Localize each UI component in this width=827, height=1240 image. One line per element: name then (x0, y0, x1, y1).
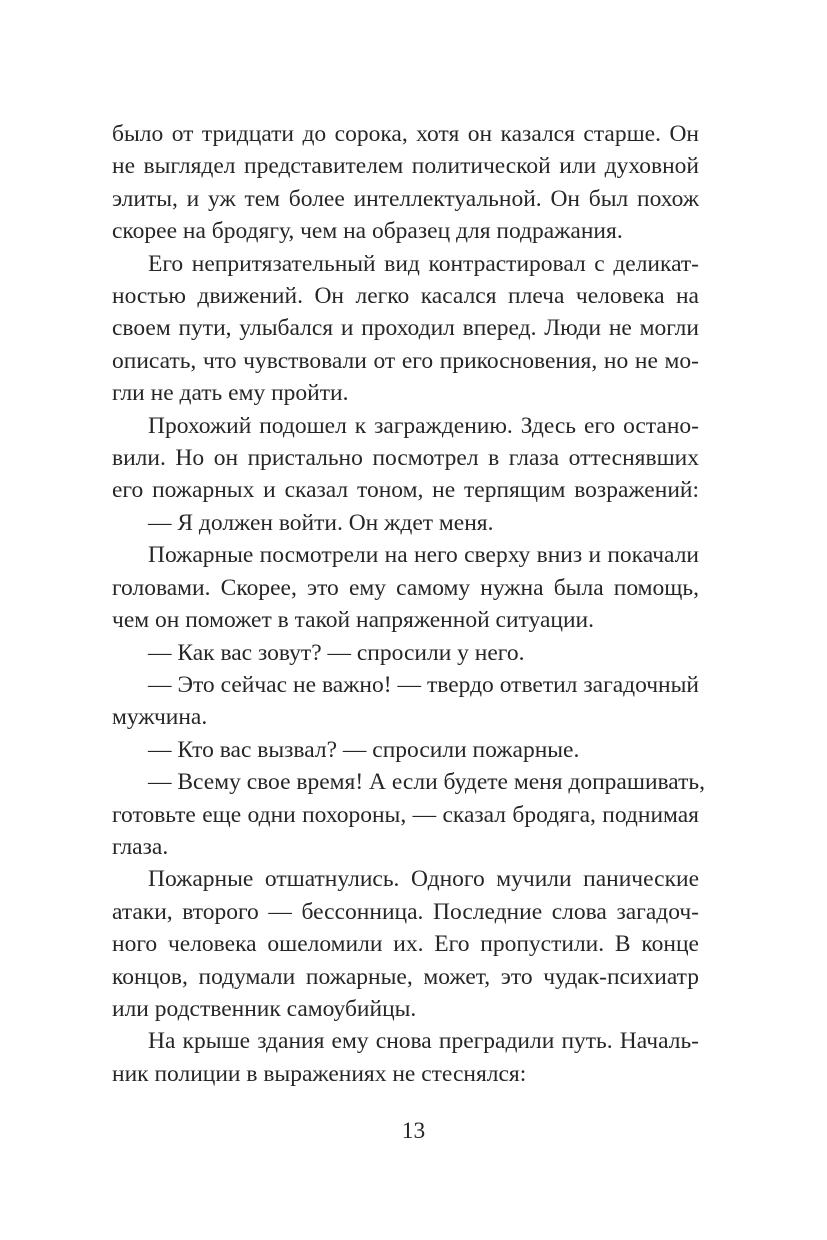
text-line: не выглядел представителем политической или духовной (112, 153, 699, 180)
text-line: ного человека ошеломили их. Его пропустили. В конце (112, 931, 699, 958)
page-body (112, 118, 705, 1090)
text-line: готовьте еще одни похороны, — сказал бродяга, поднимая (112, 801, 699, 828)
text-line: — Всему свое время! А если будете меня допрашивать, (148, 769, 705, 796)
text-line: — Кто вас вызвал? — спросили пожарные. (148, 736, 580, 763)
text-line: вили. Но он пристально посмотрел в глаза оттеснявших (112, 445, 699, 472)
text-line: чем он поможет в такой напряженной ситуации. (112, 607, 594, 634)
text-line: Прохожий подошел к заграждению. Здесь его остано- (148, 412, 699, 439)
page-number: 13 (401, 1118, 426, 1144)
text-line: скорее на бродягу, чем на образец для подражания. (112, 218, 623, 245)
text-line: или родственник самоубийцы. (112, 995, 417, 1022)
text-line: описать, что чувствовали от его прикосновения, но не мо- (112, 347, 699, 374)
text-line: Его непритязательный вид контрастировал с деликат- (148, 250, 699, 277)
text-line: своем пути, улыбался и проходил вперед. Люди не могли (112, 315, 699, 342)
text-line: ник полиции в выражениях не стеснялся: (112, 1060, 527, 1087)
text-line: На крыше здания ему снова преградили путь. Началь- (148, 1028, 699, 1055)
text-line: гли не дать ему пройти. (112, 380, 349, 407)
text-line: элиты, и уж тем более интеллектуальной. Он был похож (112, 185, 699, 212)
text-line: — Как вас зовут? — спросили у него. (148, 639, 525, 666)
text-line: концов, подумали пожарные, может, это чудак-психиатр (112, 963, 699, 990)
text-line: Пожарные посмотрели на него сверху вниз и покачали (148, 542, 699, 569)
text-line: было от тридцати до сорока, хотя он казался старше. Он (112, 121, 699, 147)
text-line: — Я должен войти. Он ждет меня. (148, 509, 494, 536)
text-line: глаза. (112, 833, 169, 860)
text-line: — Это сейчас не важно! — твердо ответил загадочный (148, 671, 699, 698)
text-line: его пожарных и сказал тоном, не терпящим возражений: (112, 477, 699, 504)
text-line: Пожарные отшатнулись. Одного мучили панические (148, 866, 699, 893)
text-line: головами. Скорее, это ему самому нужна была помощь, (112, 574, 699, 601)
text-line: ностью движений. Он легко касался плеча человека на (112, 283, 699, 310)
text-line: атаки, второго — бессонница. Последние слова загадоч- (112, 898, 699, 925)
text-line: мужчина. (112, 704, 208, 731)
